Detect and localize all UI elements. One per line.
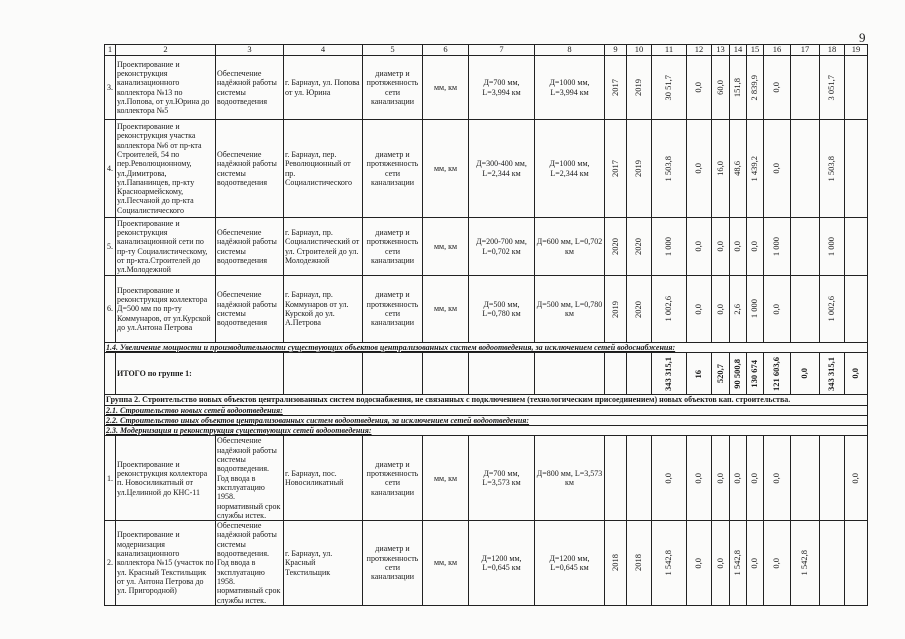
value-c16: 0,0 [771, 473, 782, 484]
project-location: г. Барнаул, пр. Коммунаров от ул. Курской до ул. А.Петрова [284, 276, 363, 343]
project-parameter: диаметр и протяженность сети канализации [363, 56, 423, 120]
value-c13: 0,0 [714, 241, 725, 252]
cell-c17 [791, 521, 820, 606]
cell-c15 [747, 120, 764, 218]
column-number-19: 19 [845, 45, 868, 56]
cell-c16 [764, 218, 791, 276]
value-c13: 0,0 [714, 473, 725, 484]
cell-c10 [627, 436, 652, 521]
cell-c18 [820, 120, 845, 218]
cell-c9 [605, 436, 627, 521]
row-number: 4. [105, 120, 116, 218]
value-c10: 2019 [633, 160, 644, 177]
cell-c11 [652, 436, 687, 521]
cell-c19 [845, 276, 868, 343]
cell-c15 [747, 436, 764, 521]
row-number: 3. [105, 56, 116, 120]
empty-cell [627, 353, 652, 395]
cell-c9 [605, 120, 627, 218]
column-number-8: 8 [535, 45, 605, 56]
total-value-c12: 16 [693, 369, 704, 379]
column-number-14: 14 [730, 45, 747, 56]
value-c13: 60,0 [714, 80, 725, 95]
unit-of-measure: мм, км [423, 218, 469, 276]
project-name: Проектирование и реконструкция коллектора Д=500 мм по пр-ту Коммунаров, от ул.Курской до ул.Антона Петрова [116, 276, 216, 343]
cell-c15 [747, 276, 764, 343]
value-after: Д=600 мм, L=0,702 км [535, 218, 605, 276]
total-value-c14: 90 500,8 [732, 358, 743, 389]
cell-c18 [820, 218, 845, 276]
cell-c14 [730, 276, 747, 343]
value-c16: 1 000 [771, 236, 782, 257]
cell-c15 [747, 218, 764, 276]
total-cell-c15 [747, 353, 764, 395]
empty-cell [105, 353, 116, 395]
value-c12: 0,0 [693, 163, 704, 174]
project-location: г. Барнаул, пр. Социалистический от ул. Строителей до ул. Молодежной [284, 218, 363, 276]
total-cell-c19 [845, 353, 868, 395]
cell-c19 [845, 521, 868, 606]
value-c13: 0,0 [714, 557, 725, 569]
section-2-1-heading-row [105, 405, 868, 415]
cell-c12 [687, 120, 712, 218]
project-row [105, 56, 868, 120]
value-c11: 1 002,6 [663, 296, 674, 322]
project-row [105, 276, 868, 343]
value-c19: 0,0 [850, 473, 861, 484]
total-value-c19: 0,0 [850, 368, 861, 380]
cell-c17 [791, 56, 820, 120]
column-number-10: 10 [627, 45, 652, 56]
value-c18: 1 000 [826, 236, 837, 257]
value-c12: 0,0 [693, 241, 704, 252]
empty-cell [605, 353, 627, 395]
total-cell-c14 [730, 353, 747, 395]
value-c13: 0,0 [714, 303, 725, 315]
value-c13: 16,0 [714, 161, 725, 176]
cell-c19 [845, 56, 868, 120]
column-number-15: 15 [747, 45, 764, 56]
cell-c11 [652, 521, 687, 606]
total-value-c17: 0,0 [799, 368, 810, 380]
row-number: 6. [105, 276, 116, 343]
table-body [105, 45, 868, 606]
value-c12: 0,0 [693, 82, 704, 93]
total-cell-c11 [652, 353, 687, 395]
cell-c10 [627, 120, 652, 218]
value-before: Д=700 мм, L=3,994 км [469, 56, 535, 120]
column-number-18: 18 [820, 45, 845, 56]
cell-c18 [820, 276, 845, 343]
cell-c9 [605, 218, 627, 276]
section-2-2-heading: 2.2. Строительство иных объектов централизованных систем водоотведения, за исключением сетей водоотведения: [105, 415, 868, 425]
section-1-4-heading: 1.4. Увеличение мощности и производительности существующих объектов централизованных систем водоотведения, за исключением сетей водоснабжения: [105, 343, 868, 353]
value-c14: 48,6 [732, 161, 743, 176]
unit-of-measure: мм, км [423, 120, 469, 218]
project-name: Проектирование и реконструкция коллектора п. Новосиликатный от ул.Целинной до КНС-11 [116, 436, 216, 521]
column-number-header [105, 45, 868, 56]
value-after: Д=1000 мм, L=3,994 км [535, 56, 605, 120]
empty-cell [535, 353, 605, 395]
cell-c18 [820, 56, 845, 120]
cell-c13 [712, 276, 730, 343]
cell-c14 [730, 436, 747, 521]
cell-c11 [652, 218, 687, 276]
value-before: Д=200-700 мм, L=0,702 км [469, 218, 535, 276]
cell-c18 [820, 521, 845, 606]
project-row [105, 218, 868, 276]
section-2-3-heading-row [105, 426, 868, 436]
project-parameter: диаметр и протяженность сети канализации [363, 521, 423, 606]
value-before: Д=700 мм, L=3,573 км [469, 436, 535, 521]
cell-c17 [791, 276, 820, 343]
value-c11: 30 51,7 [663, 74, 674, 101]
value-c9: 2017 [609, 160, 620, 177]
unit-of-measure: мм, км [423, 521, 469, 606]
value-c9: 2019 [609, 300, 620, 318]
cell-c13 [712, 521, 730, 606]
project-parameter: диаметр и протяженность сети канализации [363, 120, 423, 218]
value-c11: 1 542,8 [663, 550, 674, 576]
value-c12: 0,0 [693, 303, 704, 315]
value-before: Д=500 мм, L=0,780 км [469, 276, 535, 343]
column-number-17: 17 [791, 45, 820, 56]
value-c11: 1 000 [663, 236, 674, 257]
cell-c16 [764, 521, 791, 606]
column-number-12: 12 [687, 45, 712, 56]
project-purpose: Обеспечение надёжной работы системы водоотведения [216, 276, 284, 343]
section-2-1-heading: 2.1. Строительство новых сетей водоотведения: [105, 405, 868, 415]
cell-c11 [652, 120, 687, 218]
cell-c12 [687, 521, 712, 606]
project-purpose: Обеспечение надёжной работы системы водоотведения [216, 120, 284, 218]
value-c11: 1 503,8 [663, 155, 674, 182]
section-2-2-heading-row [105, 415, 868, 425]
column-number-1: 1 [105, 45, 116, 56]
column-number-6: 6 [423, 45, 469, 56]
value-c10: 2020 [633, 238, 644, 255]
cell-c9 [605, 56, 627, 120]
total-cell-c13 [712, 353, 730, 395]
section-1-4-heading-row [105, 343, 868, 353]
investment-program-table [104, 44, 868, 606]
column-number-11: 11 [652, 45, 687, 56]
cell-c13 [712, 120, 730, 218]
value-after: Д=500 мм, L=0,780 км [535, 276, 605, 343]
project-parameter: диаметр и протяженность сети канализации [363, 276, 423, 343]
value-c9: 2020 [609, 238, 620, 255]
total-value-c15: 130 674 [749, 359, 760, 388]
value-c15: 0,0 [749, 473, 760, 484]
unit-of-measure: мм, км [423, 56, 469, 120]
project-parameter: диаметр и протяженность сети канализации [363, 218, 423, 276]
value-c15: 1 000 [749, 299, 760, 319]
cell-c10 [627, 521, 652, 606]
cell-c17 [791, 436, 820, 521]
total-cell-c18 [820, 353, 845, 395]
project-name: Проектирование и модернизация канализационного коллектора №15 (участок по ул. Красный Текстильщик от ул. Антона Петрова до ул. Пригородной) [116, 521, 216, 606]
cell-c16 [764, 436, 791, 521]
project-row [105, 120, 868, 218]
value-c14: 151,8 [732, 77, 743, 98]
column-number-13: 13 [712, 45, 730, 56]
cell-c11 [652, 56, 687, 120]
value-c10: 2020 [633, 300, 644, 318]
row-number: 5. [105, 218, 116, 276]
cell-c11 [652, 276, 687, 343]
value-c16: 0,0 [771, 303, 782, 315]
cell-c16 [764, 276, 791, 343]
cell-c14 [730, 56, 747, 120]
cell-c17 [791, 218, 820, 276]
cell-c14 [730, 120, 747, 218]
group-2-heading-row [105, 395, 868, 405]
project-location: г. Барнаул, пос. Новосиликатный [284, 436, 363, 521]
cell-c9 [605, 521, 627, 606]
project-name: Проектирование и реконструкция канализационной сети по пр-ту Социалистическому, от пр-кта.Строителей до ул.Молодежной [116, 218, 216, 276]
total-value-c11: 343 315,1 [663, 356, 674, 391]
column-number-7: 7 [469, 45, 535, 56]
cell-c19 [845, 436, 868, 521]
value-c12: 0,0 [693, 473, 704, 484]
value-c17: 1 542,8 [799, 550, 810, 576]
value-c15: 2 839,9 [749, 74, 760, 101]
total-value-c16: 121 603,6 [771, 356, 782, 391]
empty-cell [284, 353, 363, 395]
column-number-16: 16 [764, 45, 791, 56]
cell-c12 [687, 276, 712, 343]
project-purpose: Обеспечение надёжной работы системы водоотведения. Год ввода в эксплуатацию 1958. нормативный срок службы истек. [216, 521, 284, 606]
row-number: 2. [105, 521, 116, 606]
value-after: Д=800 мм, L=3,573 км [535, 436, 605, 521]
section-2-3-heading: 2.3. Модернизация и реконструкция существующих сетей водоотведения: [105, 426, 868, 436]
total-cell-c16 [764, 353, 791, 395]
cell-c13 [712, 56, 730, 120]
cell-c9 [605, 276, 627, 343]
cell-c19 [845, 218, 868, 276]
value-c18: 1 002,6 [826, 296, 837, 322]
cell-c10 [627, 56, 652, 120]
cell-c19 [845, 120, 868, 218]
page-number: 9 [859, 30, 866, 45]
cell-c15 [747, 521, 764, 606]
value-before: Д=300-400 мм, L=2,344 км [469, 120, 535, 218]
value-c18: 3 051,7 [826, 74, 837, 101]
column-number-5: 5 [363, 45, 423, 56]
project-parameter: диаметр и протяженность сети канализации [363, 436, 423, 521]
cell-c10 [627, 276, 652, 343]
value-after: Д=1000 мм, L=2,344 км [535, 120, 605, 218]
total-value-c18: 343 315,1 [826, 356, 837, 391]
cell-c14 [730, 521, 747, 606]
total-cell-c12 [687, 353, 712, 395]
cell-c12 [687, 436, 712, 521]
value-c15: 0,0 [749, 557, 760, 569]
unit-of-measure: мм, км [423, 436, 469, 521]
value-c16: 0,0 [771, 163, 782, 174]
project-purpose: Обеспечение надёжной работы системы водоотведения. Год ввода в эксплуатацию 1958. нормативный срок службы истек. [216, 436, 284, 521]
cell-c18 [820, 436, 845, 521]
value-before: Д=1200 мм, L=0,645 км [469, 521, 535, 606]
empty-cell [423, 353, 469, 395]
project-purpose: Обеспечение надёжной работы системы водоотведения [216, 218, 284, 276]
cell-c15 [747, 56, 764, 120]
cell-c12 [687, 56, 712, 120]
empty-cell [363, 353, 423, 395]
value-c14: 2,6 [732, 303, 743, 315]
value-c15: 1 439,2 [749, 155, 760, 182]
cell-c14 [730, 218, 747, 276]
value-c12: 0,0 [693, 557, 704, 569]
project-location: г. Барнаул, пер. Революционный от пр. Социалистического [284, 120, 363, 218]
project-purpose: Обеспечение надёжной работы системы водоотведения [216, 56, 284, 120]
cell-c16 [764, 120, 791, 218]
project-location: г. Барнаул, ул. Попова от ул. Юрина [284, 56, 363, 120]
value-c14: 0,0 [732, 473, 743, 484]
value-c14: 0,0 [732, 241, 743, 252]
value-c14: 1 542,8 [732, 550, 743, 576]
value-c16: 0,0 [771, 82, 782, 93]
total-label: ИТОГО по группе 1: [116, 353, 284, 395]
project-location: г. Барнаул, ул. Красный Текстильщик [284, 521, 363, 606]
total-cell-c17 [791, 353, 820, 395]
value-c10: 2018 [633, 554, 644, 572]
value-c16: 0,0 [771, 557, 782, 569]
cell-c13 [712, 436, 730, 521]
project-row [105, 521, 868, 606]
cell-c16 [764, 56, 791, 120]
project-name: Проектирование и реконструкция участка коллектора №6 от пр-кта Строителей, 54 по пер.Революционному, ул.Димитрова, ул.Папанинцев, пр-кту Красноармейскому, ул.Песчаной до пр-кта Социалистического [116, 120, 216, 218]
value-c11: 0,0 [663, 473, 674, 484]
column-number-4: 4 [284, 45, 363, 56]
value-c15: 0,0 [749, 241, 760, 252]
unit-of-measure: мм, км [423, 276, 469, 343]
column-number-2: 2 [116, 45, 216, 56]
cell-c12 [687, 218, 712, 276]
row-number: 1. [105, 436, 116, 521]
total-value-c13: 520,7 [714, 364, 725, 384]
group-2-heading: Группа 2. Строительство новых объектов централизованных систем водоснабжения, не связанных с подключением (технологическим присоединением) новых объектов кап. строительства. [105, 395, 868, 405]
value-after: Д=1200 мм, L=0,645 км [535, 521, 605, 606]
value-c9: 2017 [609, 79, 620, 96]
value-c10: 2019 [633, 79, 644, 96]
project-name: Проектирование и реконструкция канализационного коллектора №13 по ул.Попова, от ул.Юрина до коллектора №5 [116, 56, 216, 120]
cell-c13 [712, 218, 730, 276]
project-row [105, 436, 868, 521]
column-number-9: 9 [605, 45, 627, 56]
cell-c10 [627, 218, 652, 276]
empty-cell [469, 353, 535, 395]
group-total-row [105, 353, 868, 395]
value-c18: 1 503,8 [826, 155, 837, 182]
column-number-3: 3 [216, 45, 284, 56]
value-c9: 2018 [609, 554, 620, 572]
cell-c17 [791, 120, 820, 218]
